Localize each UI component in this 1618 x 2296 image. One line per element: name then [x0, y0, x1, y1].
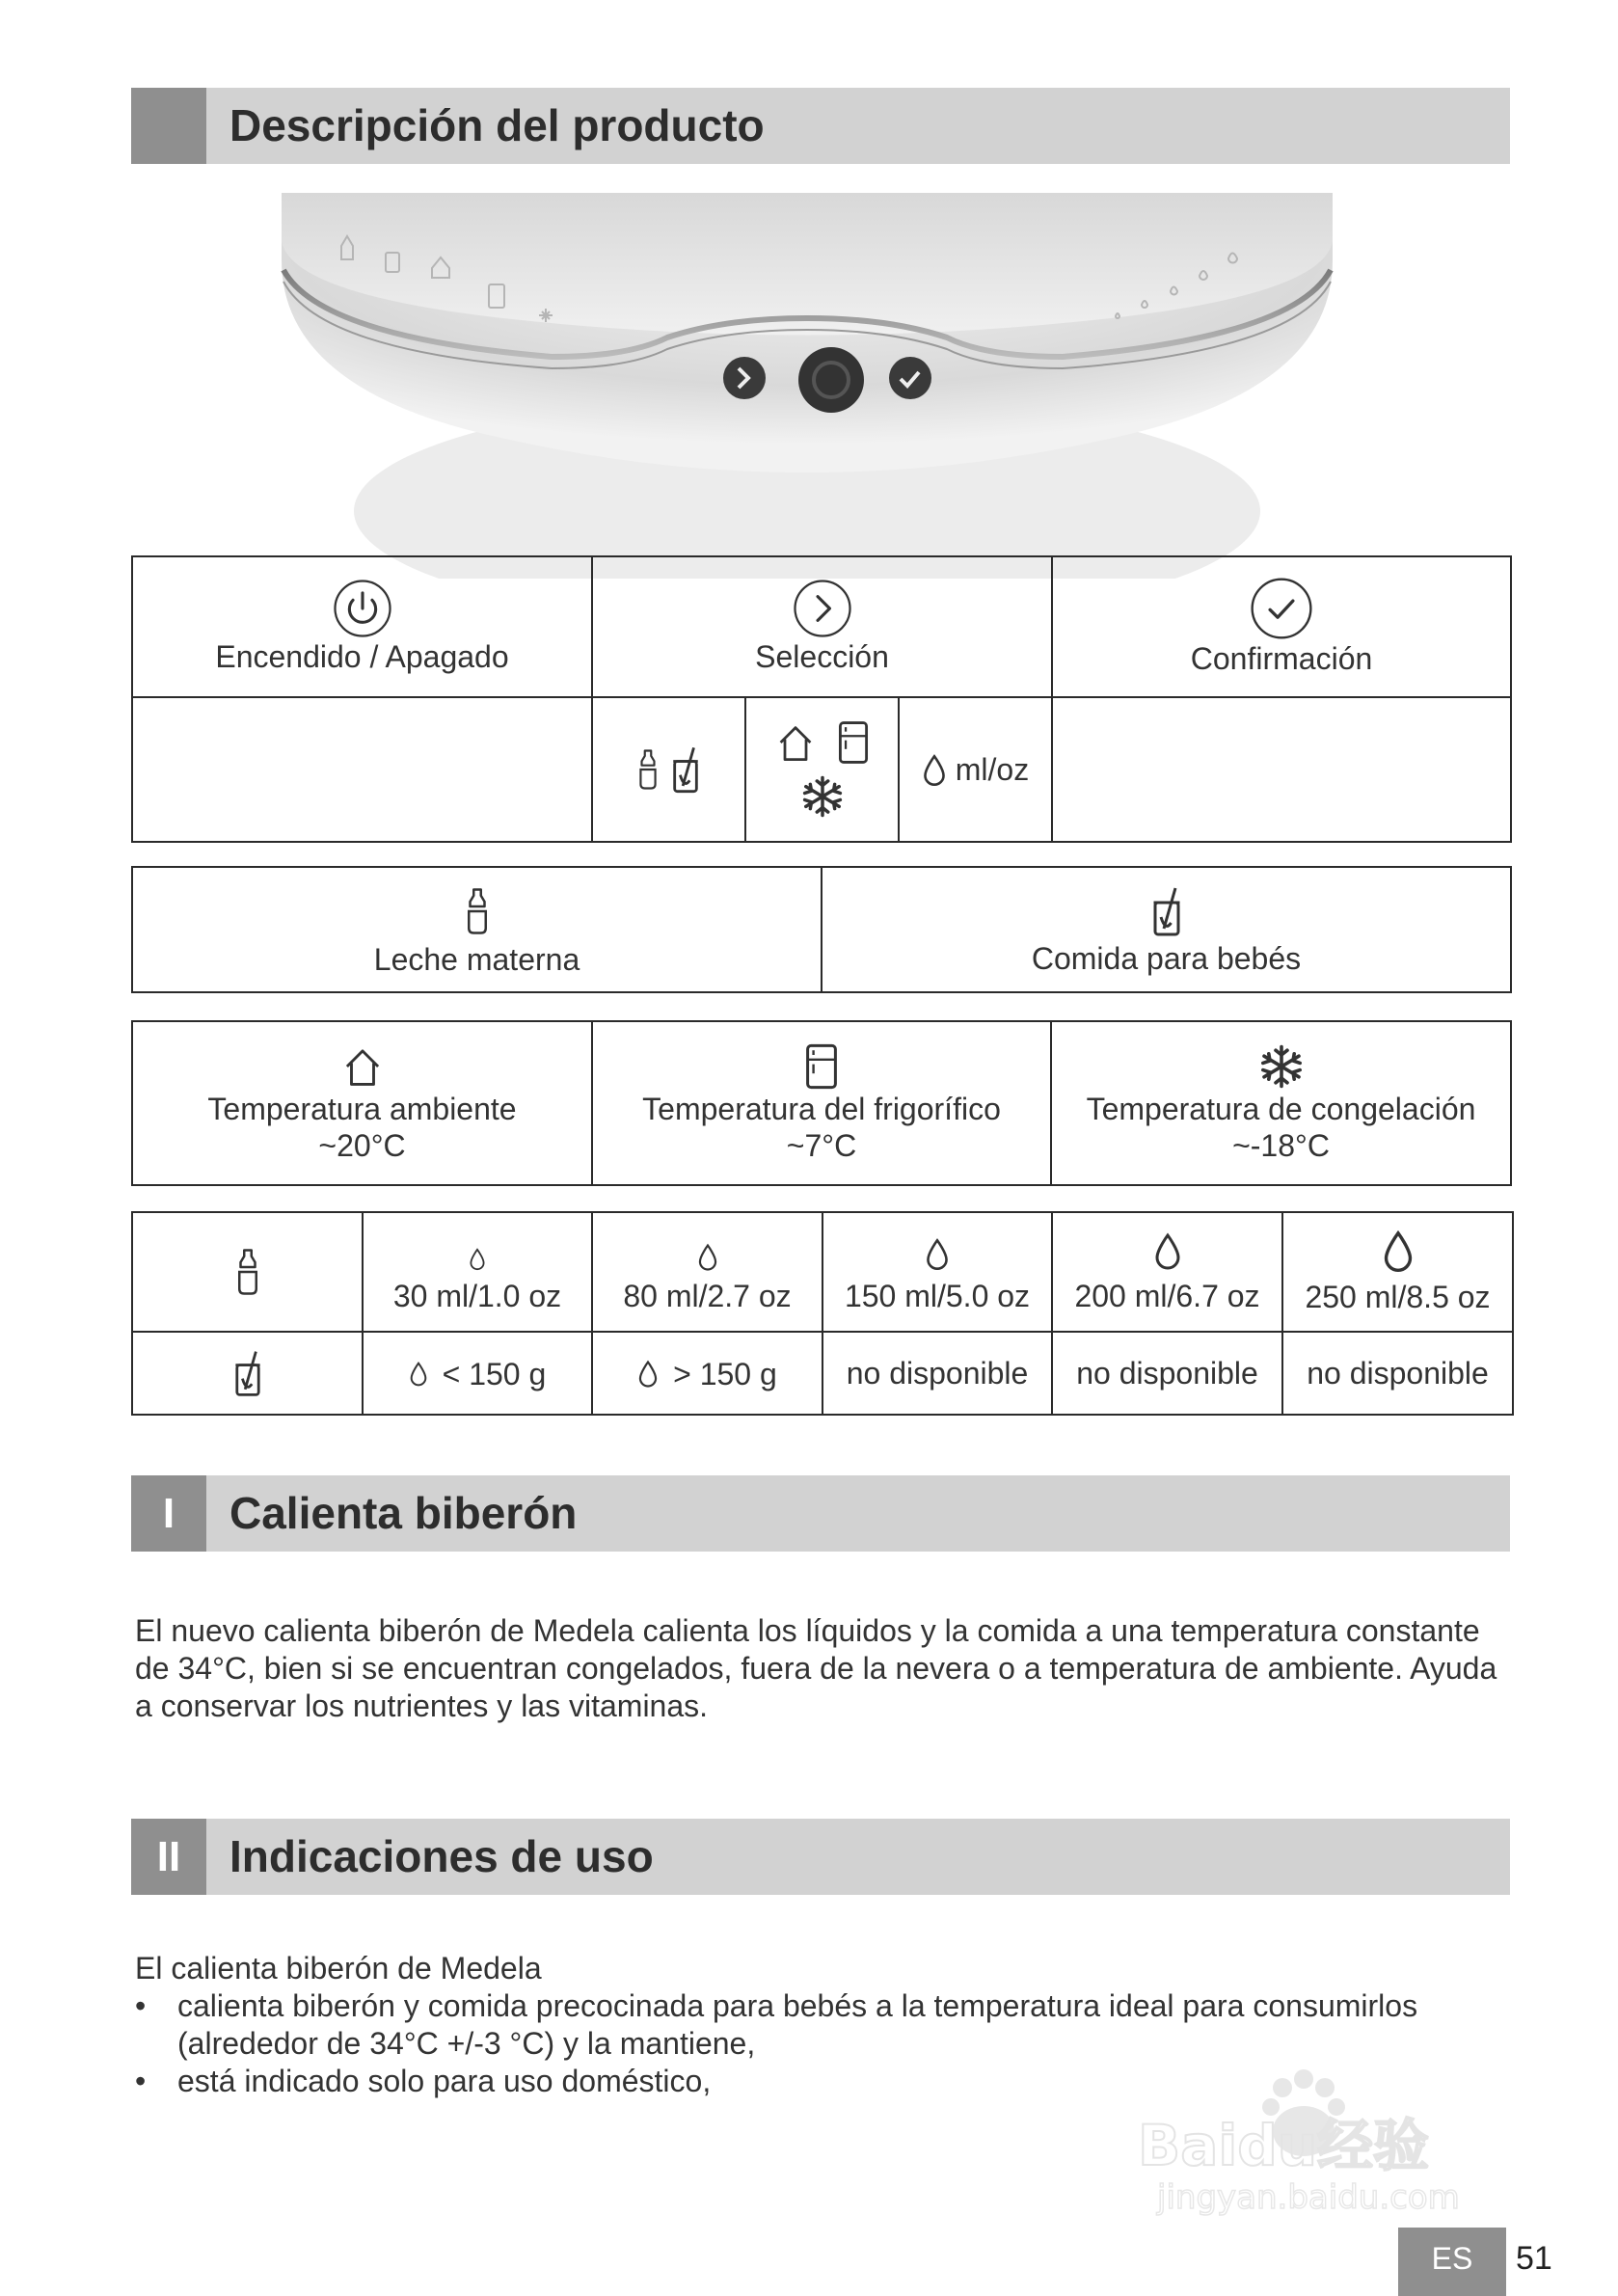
- milk-row-header: [132, 1212, 363, 1332]
- bottle-warmer-illustration: [262, 193, 1352, 579]
- watermark-text-2: jingyan.baidu.com: [1157, 2178, 1460, 2217]
- section-number: I: [131, 1475, 206, 1552]
- fridge-temp-value: ~7°C: [786, 1128, 857, 1163]
- jar-icon: [669, 742, 702, 797]
- bottle-icon: [233, 1243, 262, 1301]
- baby-food-cell: [822, 867, 1511, 992]
- section-heading-product: [131, 88, 1510, 164]
- ml-oz-label: ml/oz: [955, 752, 1030, 788]
- freezer-temp-cell: [1051, 1021, 1511, 1185]
- page-number: 51: [1516, 2240, 1552, 2277]
- food-amount-cell: [1052, 1332, 1282, 1415]
- power-label: Encendido / Apagado: [215, 639, 509, 674]
- food-amount-label: no disponible: [1076, 1356, 1258, 1391]
- volume-cell: [899, 697, 1052, 842]
- milk-volume-cell: [592, 1212, 822, 1332]
- milk-volume-cell: [363, 1212, 592, 1332]
- food-row-header: [132, 1332, 363, 1415]
- bottle-icon: [463, 881, 492, 941]
- house-icon: [340, 1042, 385, 1091]
- fridge-icon: [804, 1042, 839, 1091]
- jar-icon: [231, 1346, 264, 1400]
- confirm-label: Confirmación: [1190, 641, 1373, 676]
- empty-cell: [132, 697, 592, 842]
- volume-table: [131, 1211, 1514, 1416]
- fridge-temp-label: Temperatura del frigorífico: [642, 1092, 1001, 1126]
- select-label: Selección: [755, 639, 889, 674]
- list-item: • está indicado solo para uso doméstico,: [135, 2063, 1504, 2100]
- section-ii-intro: El calienta biberón de Medela: [135, 1951, 542, 1985]
- freezer-temp-value: ~-18°C: [1232, 1128, 1330, 1163]
- milk-volume-cell: [1282, 1212, 1513, 1332]
- watermark-text-1: Baidu经验: [1138, 2113, 1430, 2178]
- section-title: Indicaciones de uso: [229, 1831, 654, 1881]
- baidu-watermark: [1138, 2054, 1543, 2218]
- temperature-icons-cell: [745, 697, 899, 842]
- food-amount-cell: [592, 1332, 822, 1415]
- baby-food-label: Comida para bebés: [1031, 941, 1302, 976]
- milk-volume-label: 150 ml/5.0 oz: [844, 1279, 1031, 1313]
- bottle-icon: [635, 742, 661, 797]
- drop-icon: [697, 1243, 718, 1272]
- section-heading-i: [131, 1475, 1510, 1552]
- list-item: • calienta biberón y comida precocinada para bebés a la temperatura ideal para consumirlos (alrededor de 34°C +/-3 °C) y la mantiene,: [135, 1987, 1504, 2063]
- fridge-icon: [837, 720, 870, 765]
- food-amount-label: no disponible: [1307, 1356, 1489, 1391]
- chevron-right-icon: [793, 579, 852, 638]
- room-temp-cell: [132, 1021, 592, 1185]
- milk-volume-label: 30 ml/1.0 oz: [392, 1279, 562, 1313]
- room-temp-label: Temperatura ambiente: [207, 1092, 517, 1126]
- food-type-cell: [592, 697, 745, 842]
- section-title: Descripción del producto: [229, 100, 765, 150]
- section-number: II: [131, 1819, 206, 1895]
- fridge-temp-cell: [592, 1021, 1051, 1185]
- section-title: Calienta biberón: [229, 1488, 578, 1538]
- drop-icon: [409, 1361, 428, 1388]
- milk-volume-cell: [1052, 1212, 1282, 1332]
- food-type-table: [131, 866, 1512, 993]
- breast-milk-label: Leche materna: [373, 942, 580, 977]
- drop-icon: [925, 1237, 950, 1272]
- section-heading-ii: [131, 1819, 1510, 1895]
- power-cell: [132, 556, 592, 697]
- controls-table: [131, 555, 1512, 843]
- select-cell: [592, 556, 1052, 697]
- food-amount-cell: [1282, 1332, 1513, 1415]
- temperature-table: [131, 1020, 1512, 1186]
- food-amount-cell: [822, 1332, 1052, 1415]
- section-number-block: [131, 88, 206, 164]
- language-tag: ES: [1398, 2228, 1506, 2296]
- confirm-cell: [1052, 556, 1511, 697]
- milk-volume-cell: [822, 1212, 1052, 1332]
- checkmark-icon: [1250, 577, 1313, 640]
- drop-icon: [637, 1360, 659, 1389]
- room-temp-value: ~20°C: [318, 1128, 406, 1163]
- food-amount-cell: [363, 1332, 592, 1415]
- empty-cell: [1052, 697, 1511, 842]
- drop-icon: [1153, 1231, 1182, 1272]
- snowflake-icon: [800, 774, 845, 819]
- drop-icon: [469, 1247, 486, 1272]
- section-i-paragraph: El nuevo calienta biberón de Medela calienta los líquidos y la comida a una temperatura constante de 34°C, bien si se encuentran congelados, fuera de la nevera o a temperatura de ambiente. Ayuda a conservar los nutrientes y las vitaminas.: [135, 1613, 1497, 1723]
- drop-icon: [922, 753, 947, 788]
- milk-volume-label: 250 ml/8.5 oz: [1305, 1280, 1491, 1314]
- freezer-temp-label: Temperatura de congelación: [1086, 1092, 1476, 1126]
- milk-volume-label: 200 ml/6.7 oz: [1074, 1279, 1260, 1313]
- house-icon: [774, 721, 817, 764]
- food-amount-label: no disponible: [846, 1356, 1029, 1391]
- breast-milk-cell: [132, 867, 822, 992]
- food-amount-label: > 150 g: [673, 1356, 777, 1391]
- drop-icon: [1382, 1229, 1415, 1275]
- power-icon: [333, 579, 392, 638]
- snowflake-icon: [1258, 1042, 1305, 1091]
- milk-volume-label: 80 ml/2.7 oz: [623, 1279, 792, 1313]
- food-amount-label: < 150 g: [442, 1356, 547, 1391]
- jar-icon: [1149, 882, 1184, 940]
